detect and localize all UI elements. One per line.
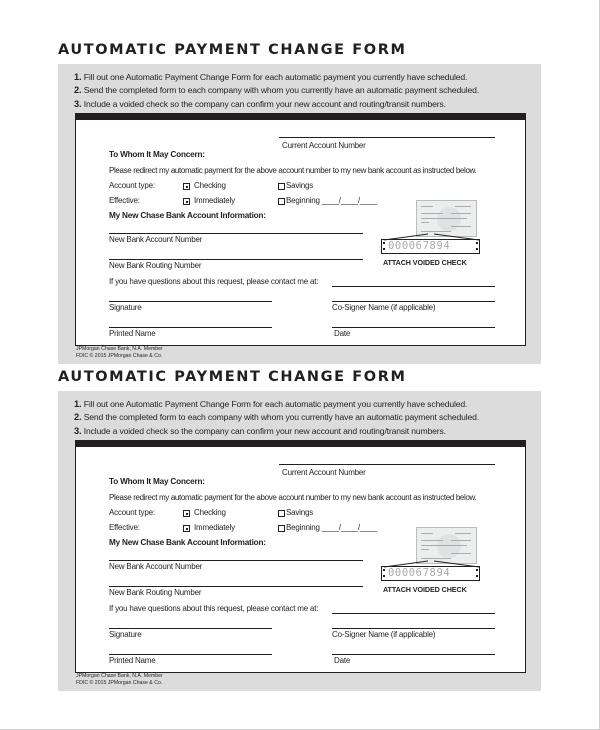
effective-label: Effective: (109, 196, 140, 205)
contact-text: If you have questions about this request, please contact me at: (109, 277, 319, 286)
printed-name-label: Printed Name (109, 656, 156, 665)
form-panel (58, 391, 541, 691)
instructions-list (74, 71, 479, 111)
checking-label: Checking (194, 181, 226, 190)
micr-number-display: 000067894 (381, 566, 480, 581)
new-account-number-label: New Bank Account Number (109, 235, 203, 244)
immediately-label: Immediately (194, 523, 235, 532)
attach-voided-check-label: ATTACH VOIDED CHECK (383, 585, 467, 594)
instruction-item: 2. Send the completed form to each company with whom you currently have an automatic payment scheduled. (74, 412, 480, 423)
savings-label: Savings (286, 508, 314, 517)
instruction-item: 1. Fill out one Automatic Payment Change Form for each automatic payment you currently have scheduled. (74, 72, 468, 82)
instruction-item: 3. Include a voided check so the company can confirm your new account and routing/transit numbers. (74, 425, 446, 436)
salutation: To Whom It May Concern: (109, 150, 205, 159)
new-routing-number-label: New Bank Routing Number (109, 261, 202, 270)
new-routing-number-field[interactable] (109, 259, 363, 260)
form-title: AUTOMATIC PAYMENT CHANGE FORM (58, 42, 407, 58)
form-title: AUTOMATIC PAYMENT CHANGE FORM (58, 369, 407, 385)
current-account-field[interactable] (279, 464, 495, 465)
cosigner-field[interactable] (332, 301, 495, 302)
signature-field[interactable] (109, 628, 272, 629)
checking-checkbox[interactable] (183, 510, 190, 517)
form-footer: JPMorgan Chase Bank, N.A. Member FDIC © 2015 JPMorgan Chase & Co. (76, 346, 163, 360)
redirect-text: Please redirect my automatic payment for the above account number to my new bank account as instructed below. (109, 493, 477, 502)
instruction-item: 3. Include a voided check so the company can confirm your new account and routing/transit numbers. (74, 98, 446, 109)
savings-label: Savings (286, 181, 314, 190)
checking-checkbox[interactable] (183, 183, 190, 190)
new-account-number-field[interactable] (109, 560, 363, 561)
beginning-date-field[interactable]: Beginning ____/____/____ (286, 196, 377, 205)
new-account-number-field[interactable] (109, 233, 363, 234)
savings-checkbox[interactable] (278, 510, 285, 517)
contact-text: If you have questions about this request, please contact me at: (109, 604, 319, 613)
new-routing-number-field[interactable] (109, 586, 363, 587)
current-account-label: Current Account Number (282, 141, 366, 150)
beginning-date-field[interactable]: Beginning ____/____/____ (286, 523, 377, 532)
contact-field[interactable] (332, 286, 495, 287)
new-routing-number-label: New Bank Routing Number (109, 588, 202, 597)
form-panel (58, 64, 541, 364)
instructions-list (74, 398, 479, 438)
micr-number-display: 000067894 (381, 239, 480, 254)
redirect-text: Please redirect my automatic payment for the above account number to my new bank account as instructed below. (109, 166, 477, 175)
immediately-checkbox[interactable] (183, 525, 190, 532)
form-footer: JPMorgan Chase Bank, N.A. Member FDIC © 2015 JPMorgan Chase & Co. (76, 673, 163, 687)
beginning-checkbox[interactable] (278, 525, 285, 532)
current-account-field[interactable] (279, 137, 495, 138)
contact-field[interactable] (332, 613, 495, 614)
effective-label: Effective: (109, 523, 140, 532)
savings-checkbox[interactable] (278, 183, 285, 190)
signature-label: Signature (109, 303, 142, 312)
new-account-heading: My New Chase Bank Account Information: (109, 211, 266, 220)
account-type-label: Account type: (109, 508, 155, 517)
signature-field[interactable] (109, 301, 272, 302)
date-field[interactable] (332, 327, 495, 328)
date-label: Date (334, 329, 351, 338)
printed-name-field[interactable] (109, 327, 272, 328)
cosigner-label: Co-Signer Name (if applicable) (332, 303, 436, 312)
immediately-checkbox[interactable] (183, 198, 190, 205)
immediately-label: Immediately (194, 196, 235, 205)
account-type-label: Account type: (109, 181, 155, 190)
current-account-label: Current Account Number (282, 468, 366, 477)
date-field[interactable] (332, 654, 495, 655)
signature-label: Signature (109, 630, 142, 639)
printed-name-field[interactable] (109, 654, 272, 655)
date-label: Date (334, 656, 351, 665)
cosigner-label: Co-Signer Name (if applicable) (332, 630, 436, 639)
instruction-item: 1. Fill out one Automatic Payment Change Form for each automatic payment you currently have scheduled. (74, 399, 468, 409)
cosigner-field[interactable] (332, 628, 495, 629)
checking-label: Checking (194, 508, 226, 517)
form-body (75, 113, 526, 346)
new-account-number-label: New Bank Account Number (109, 562, 203, 571)
new-account-heading: My New Chase Bank Account Information: (109, 538, 266, 547)
form-body (75, 440, 526, 673)
beginning-checkbox[interactable] (278, 198, 285, 205)
instruction-item: 2. Send the completed form to each company with whom you currently have an automatic payment scheduled. (74, 85, 480, 96)
attach-voided-check-label: ATTACH VOIDED CHECK (383, 258, 467, 267)
printed-name-label: Printed Name (109, 329, 156, 338)
salutation: To Whom It May Concern: (109, 477, 205, 486)
